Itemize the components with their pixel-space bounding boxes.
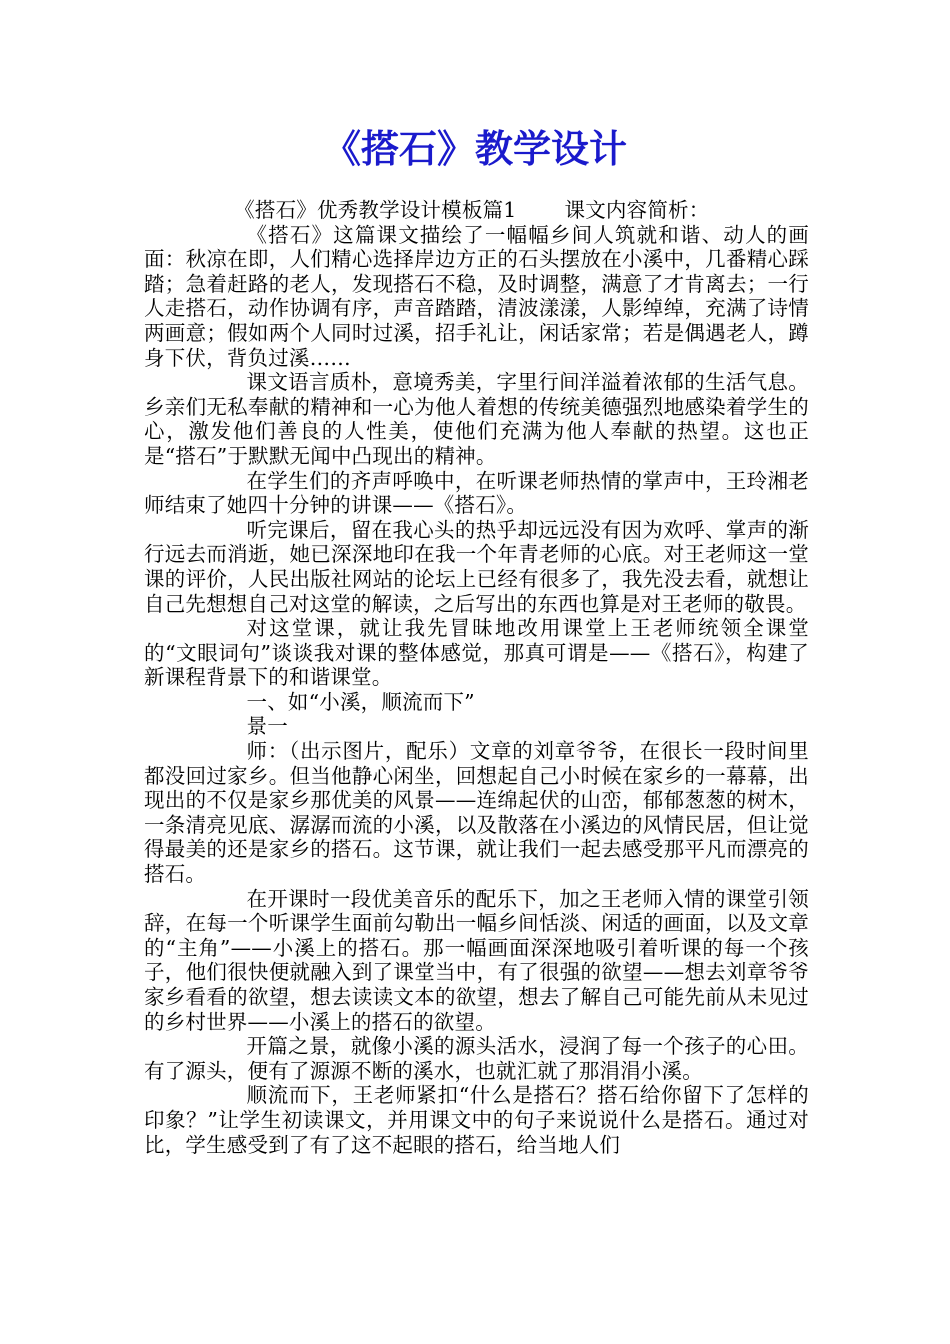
document-title: 《搭石》教学设计 [322, 127, 627, 171]
intro-heading: 《搭石》优秀教学设计模板篇1 [234, 198, 517, 222]
intro-line [144, 198, 809, 223]
paragraph: 《搭石》这篇课文描绘了一幅幅乡间人筑就和谐、动人的画面：秋凉在即，人们精心选择岸边方正的石头摆放在小溪中，几番精心踩踏；急着赶路的老人，发现搭石不稳，及时调整，满意了才肯离去；一行人走搭石，动作协调有序，声音踏踏，清波漾漾，人影绰绰，充满了诗情两画意；假如两个人同时过溪，招手礼让，闲话家常；若是偶遇老人，蹲身下伏，背负过溪…… [144, 222, 809, 370]
paragraph: 顺流而下，王老师紧扣“什么是搭石？搭石给你留下了怎样的印象？”让学生初读课文，并用课文中的句子来说说什么是搭石。通过对比，学生感受到了有了这不起眼的搭石，给当地人们 [144, 1083, 809, 1157]
paragraph: 对这堂课，就让我先冒昧地改用课堂上王老师统领全课堂的“文眼词句”谈谈我对课的整体感觉，那真可谓是——《搭石》，构建了新课程背景下的和谐课堂。 [144, 616, 809, 690]
paragraph: 师：（出示图片，配乐）文章的刘章爷爷，在很长一段时间里都没回过家乡。但当他静心闲坐，回想起自己小时候在家乡的一幕幕，出现出的不仅是家乡那优美的风景——连绵起伏的山峦，郁郁葱葱的树木，一条清亮见底、潺潺而流的小溪，以及散落在小溪边的风情民居，但让觉得最美的还是家乡的搭石。这节课，就让我们一起去感受那平凡而漂亮的搭石。 [144, 739, 809, 887]
paragraph: 开篇之景，就像小溪的源头活水，浸润了每一个孩子的心田。有了源头，便有了源源不断的溪水，也就汇就了那涓涓小溪。 [144, 1034, 809, 1083]
subsection-heading: 景一 [246, 714, 288, 739]
intro-subheading: 课文内容简析： [564, 198, 710, 222]
paragraph: 在开课时一段优美音乐的配乐下，加之王老师入情的课堂引领辞，在每一个听课学生面前勾勒出一幅乡间恬淡、闲适的画面，以及文章的“主角”——小溪上的搭石。那一幅画面深深地吸引着听课的每一个孩子，他们很快便就融入到了课堂当中，有了很强的欲望——想去刘章爷爷家乡看看的欲望，想去读读文本的欲望，想去了解自己可能先前从未见过的乡村世界——小溪上的搭石的欲望。 [144, 886, 809, 1034]
paragraph: 课文语言质朴，意境秀美，字里行间洋溢着浓郁的生活气息。乡亲们无私奉献的精神和一心为他人着想的传统美德强烈地感染着学生的心，激发他们善良的人性美，使他们充满为他人奉献的热望。这也正是“搭石”于默默无闻中凸现出的精神。 [144, 370, 809, 468]
document-body [144, 198, 809, 1157]
section-heading: 一、如“小溪，顺流而下” [246, 689, 475, 714]
paragraph: 听完课后，留在我心头的热乎却远远没有因为欢呼、掌声的渐行远去而消逝，她已深深地印在我一个年青老师的心底。对王老师这一堂课的评价，人民出版社网站的论坛上已经有很多了，我先没去看，就想让自己先想想自己对这堂的解读，之后写出的东西也算是对王老师的敬畏。 [144, 517, 809, 616]
paragraph: 在学生们的齐声呼唤中，在听课老师热情的掌声中，王玲湘老师结束了她四十分钟的讲课——《搭石》。 [144, 468, 809, 518]
